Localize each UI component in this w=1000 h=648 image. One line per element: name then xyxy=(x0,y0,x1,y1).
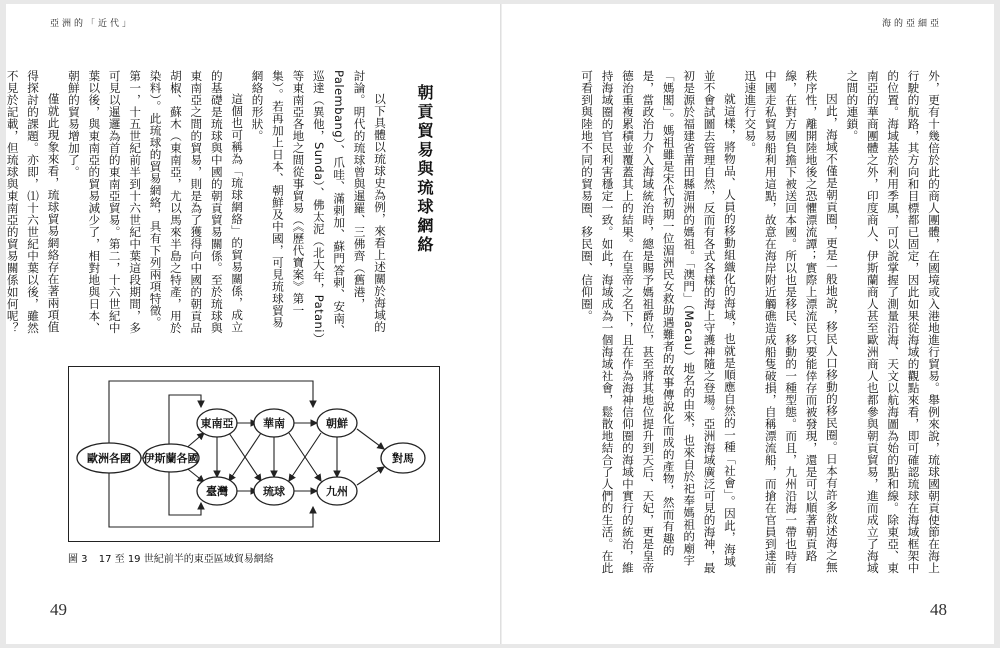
figure-caption xyxy=(68,550,282,565)
trade-network-figure xyxy=(68,366,440,542)
section-title: 朝貢貿易與琉球網絡 xyxy=(415,84,434,255)
node-label-south-china: 華南 xyxy=(263,417,285,430)
edge-korea-tsushima xyxy=(357,429,384,449)
book-spread xyxy=(6,4,994,644)
right-page-number: 48 xyxy=(930,600,947,619)
edge-kyushu-tsushima xyxy=(357,467,384,485)
left-running-head: 亞洲的「近代」 xyxy=(50,19,135,29)
right-paragraph: 因此，海域不僅是朝貢圈，更是一般地說，移民人口移動的移民圈。日本有許多敘述海之無秩序性，離開陸地後之恐懼漂流譚；實際上漂流民只要能倖存而被發現，還是可以順著朝貢路線，在對方國負擔下被送回本國。所以也是移民、移動的一種型態。而且，九州沿海一帶也時有中國走私貿易船利用這點，故意在海岸附近觸礁造成船隻破損，自稱漂流船，而搶在官員到達前迅速進行交易。 xyxy=(743,70,839,574)
node-label-ryukyu: 琉球 xyxy=(263,485,285,498)
edge-batavia-bottom xyxy=(169,471,201,515)
left-paragraph: 以下具體以琉球史為例，來看上述關於海域的討論。明代的琉球曾與暹羅、三佛齊（舊港，Palembang）、爪哇、滿剌加、蘇門答剌、安南、巡達（異他，Sunda）、佛太泥（北大年，Patani）等東南亞各地之間從事貿易（《歷代寶案》第一集）。若再加上日本、朝鮮及中國，可見琉球貿易網絡的形狀。 xyxy=(250,70,387,340)
right-running-head: 海的亞細亞 xyxy=(882,19,943,29)
left-paragraph: 僅就此現象來看，琉球貿易網絡存在著兩項值得探討的課題。亦即，⑴十六世紀中葉以後，雖然不見於記載，但琉球與東南亞的貿易關係如何呢？ xyxy=(5,70,61,334)
left-body-text xyxy=(5,70,390,340)
node-label-tsushima: 對馬 xyxy=(392,452,414,465)
figure-caption-label: 圖 3 xyxy=(68,554,88,565)
node-label-kyushu: 九州 xyxy=(326,485,348,498)
node-label-southeast-asia: 東南亞 xyxy=(200,417,234,430)
node-label-europe: 歐洲各國 xyxy=(87,452,131,465)
node-label-korea: 朝鮮 xyxy=(326,417,348,430)
figure-caption-text: 17 至 19 世紀前半的東亞區域貿易網絡 xyxy=(98,554,274,565)
node-label-taiwan: 臺灣 xyxy=(206,485,228,498)
right-paragraph: 外，更有十幾倍於此的商人團體，在國境或入港地進行貿易。舉例來說，琉球國朝貢使節在海上行駛的航路，其方向和目標都已固定，因此如果從海域的觀點來看，即可確認琉球在海域框架中的位置。海域基於利用季風，可以說掌握了測量沿海、天文以航海圖為始的點和線。除東亞、東南亞的華商團體之外，印度商人、伊斯蘭商人甚至歐洲商人也都參與朝貢貿易，進而成立了海域之間的連鎖。 xyxy=(845,70,941,574)
book-gutter xyxy=(500,4,502,644)
left-paragraph: 這個也可稱為「琉球網絡」的貿易關係，成立的基礎是琉球與中國的朝貢貿易關係。至於琉球與東南亞之間的貿易，則是為了獲得向中國的朝貢品胡椒、蘇木（東南亞，尤以馬來半島之特產，用於染料）。此琉球的貿易網絡，具有下列兩項特徵。第一，十五世紀前半到十六世紀中葉這段期間，多可見以暹邏為首的東南亞貿易。第二，十六世紀中葉以後，與東南亞的貿易減少了，相對地與日本、朝鮮的貿易增加了。 xyxy=(66,70,245,334)
right-body-text xyxy=(566,70,944,578)
right-paragraph: 就這樣，將物品、人員的移動組織化的海域，也就是順應自然的一種「社會」。因此，海域並不會試圖去管理自然，反而有各式各樣的海上守護神隨之登場。亞洲海域廣泛可見的海神，最初是源於福建省莆田縣湄洲的媽祖。「澳門」（Macau）地名的由來，也來自於祀奉媽祖的廟宇「媽閣」。媽祖雖是宋代初期一位湄洲民女救助遇難者的故事傳說化而成的產物，然而有趣的是，當政治力介入海域統治時，總是賜予媽祖爵位，甚至將其地位提升到天后、天妃，更是皇帝德治重複累積並覆蓋其上的結果。在皇帝之名下，且在作為海神信仰圈的海域中實行的統治，維持海域圈的官民利害穩定一致。如此，海域成為一個海域社會，鬆散地結合了人們的生活。在此可看到與陸地不同的貿易圈、移民圈、信仰圈。 xyxy=(580,70,737,574)
node-label-batavia: 伊斯蘭各國 xyxy=(143,452,199,465)
trade-network-diagram xyxy=(69,367,439,541)
edge-batavia-top xyxy=(169,395,201,445)
left-page-number: 49 xyxy=(50,600,67,619)
